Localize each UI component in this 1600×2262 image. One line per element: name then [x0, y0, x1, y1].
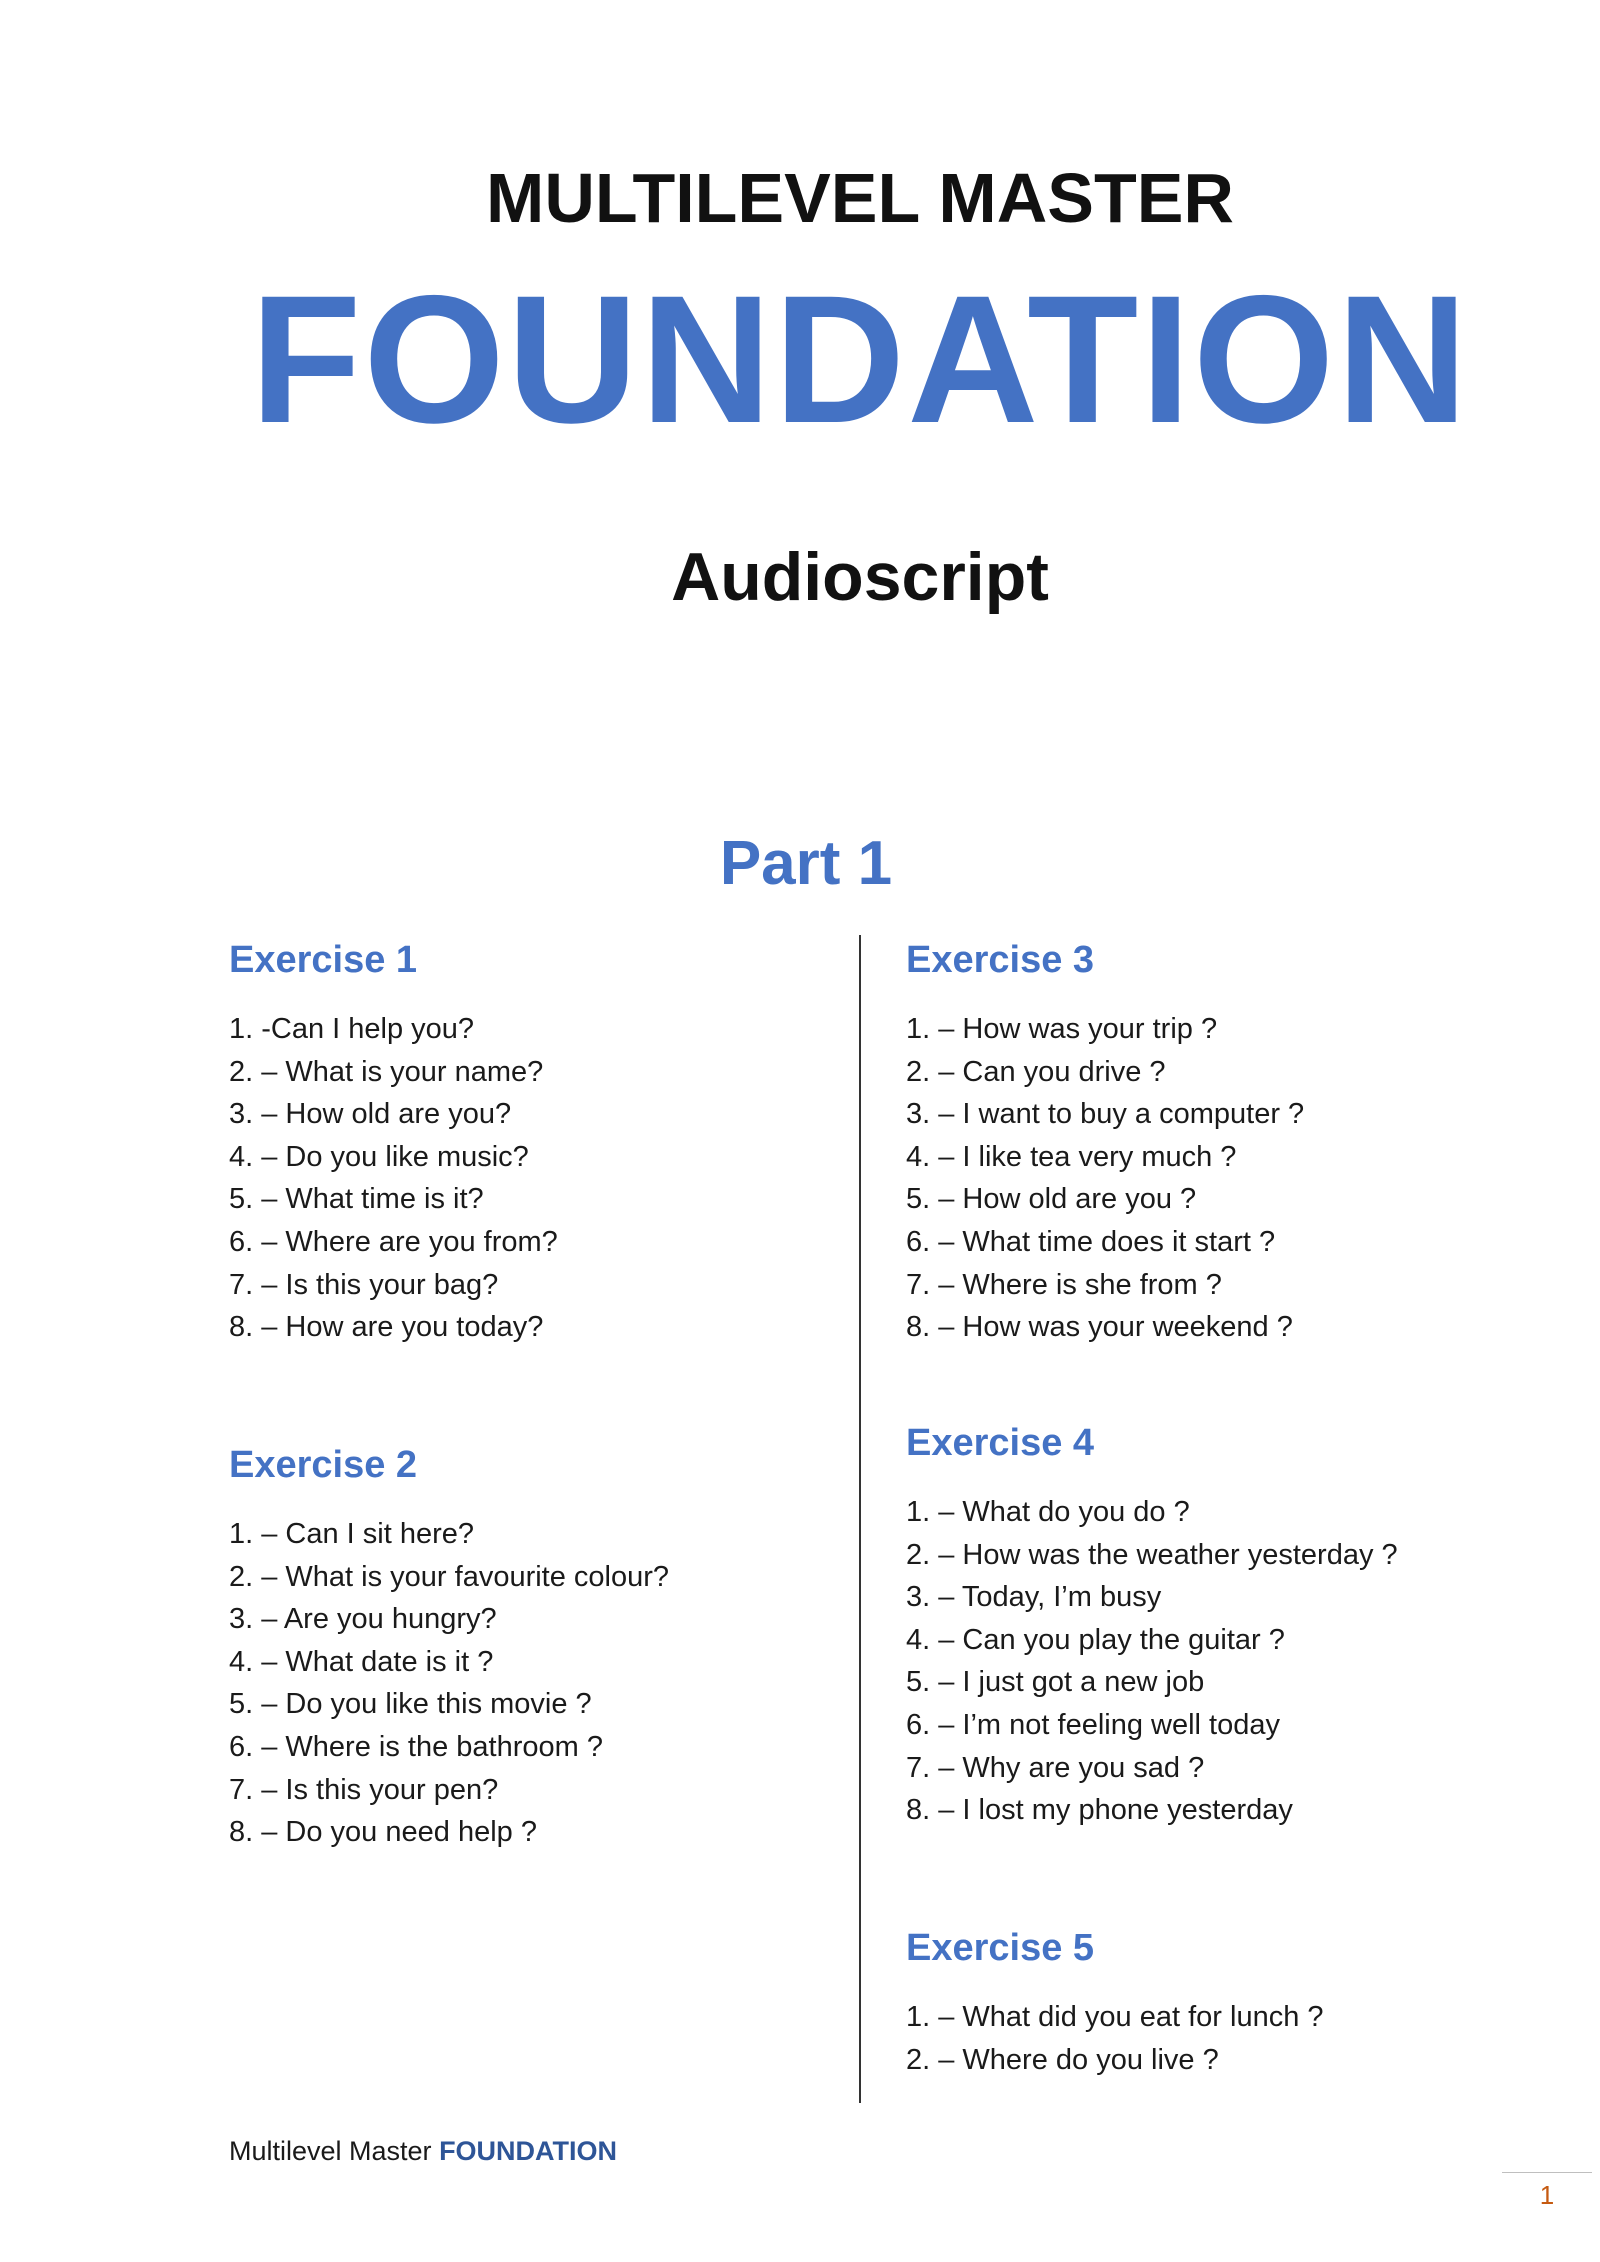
exercise-2 — [229, 1439, 669, 1854]
part-title: Part 1 — [719, 829, 893, 898]
list-item: 5. – Do you like this movie ? — [229, 1688, 592, 1721]
exercise-title: Exercise 4 — [906, 1422, 1095, 1464]
list-item: 4. – Do you like music? — [229, 1140, 529, 1173]
list-item: 8. – How was your weekend ? — [906, 1311, 1293, 1344]
list-item: 8. – Do you need help ? — [229, 1816, 537, 1849]
list-item: 4. – Can you play the guitar ? — [906, 1623, 1285, 1656]
exercise-5 — [906, 1922, 1324, 2081]
page-footer — [229, 2136, 617, 2167]
list-item: 2. – What is your name? — [229, 1055, 544, 1088]
list-item: 8. – I lost my phone yesterday — [906, 1794, 1293, 1827]
footer-text: Multilevel Master — [229, 2136, 440, 2166]
list-item: 5. – How old are you ? — [906, 1183, 1197, 1216]
list-item: 7. – Is this your bag? — [229, 1268, 499, 1301]
list-item: 6. – I’m not feeling well today — [906, 1708, 1280, 1741]
document-title: FOUNDATION — [250, 257, 1470, 461]
footer-accent-text: FOUNDATION — [439, 2136, 618, 2166]
exercise-list — [906, 1491, 1398, 1832]
list-item: 1. -Can I help you? — [229, 1013, 475, 1045]
list-item: 1. – Can I sit here? — [229, 1518, 475, 1550]
exercise-list — [906, 1008, 1304, 1349]
list-item: 3. – I want to buy a computer ? — [906, 1098, 1305, 1131]
page-number: 1 — [1539, 2180, 1555, 2210]
exercise-list — [229, 1513, 669, 1854]
list-item: 7. – Where is she from ? — [906, 1268, 1222, 1301]
exercise-title: Exercise 3 — [906, 939, 1095, 981]
exercise-1 — [229, 934, 558, 1349]
list-item: 6. – Where are you from? — [229, 1225, 558, 1258]
exercise-3 — [906, 934, 1304, 1349]
list-item: 5. – What time is it? — [229, 1183, 484, 1216]
list-item: 2. – Can you drive ? — [906, 1055, 1166, 1088]
exercise-title: Exercise 2 — [229, 1444, 418, 1486]
list-item: 4. – I like tea very much ? — [906, 1140, 1237, 1173]
exercise-list — [229, 1008, 558, 1349]
list-item: 3. – How old are you? — [229, 1098, 512, 1131]
exercise-title: Exercise 1 — [229, 939, 418, 981]
document-type: Audioscript — [671, 539, 1049, 615]
list-item: 7. – Is this your pen? — [229, 1773, 499, 1806]
page-number-rule — [1502, 2172, 1592, 2173]
list-item: 2. – What is your favourite colour? — [229, 1560, 670, 1593]
document-subtitle: MULTILEVEL MASTER — [486, 159, 1234, 237]
list-item: 8. – How are you today? — [229, 1311, 544, 1344]
list-item: 6. – Where is the bathroom ? — [229, 1730, 603, 1763]
list-item: 2. – Where do you live ? — [906, 2043, 1219, 2076]
list-item: 1. – What did you eat for lunch ? — [906, 2001, 1324, 2033]
list-item: 3. – Today, I’m busy — [906, 1581, 1162, 1614]
list-item: 3. – Are you hungry? — [229, 1603, 497, 1636]
exercise-title: Exercise 5 — [906, 1927, 1095, 1969]
list-item: 1. – How was your trip ? — [906, 1013, 1218, 1045]
list-item: 6. – What time does it start ? — [906, 1225, 1276, 1258]
list-item: 4. – What date is it ? — [229, 1645, 494, 1678]
list-item: 5. – I just got a new job — [906, 1666, 1205, 1699]
list-item: 2. – How was the weather yesterday ? — [906, 1538, 1398, 1571]
exercise-4 — [906, 1417, 1398, 1832]
list-item: 7. – Why are you sad ? — [906, 1751, 1205, 1784]
column-divider — [859, 935, 861, 2103]
exercise-list — [906, 1996, 1324, 2081]
list-item: 1. – What do you do ? — [906, 1496, 1190, 1528]
